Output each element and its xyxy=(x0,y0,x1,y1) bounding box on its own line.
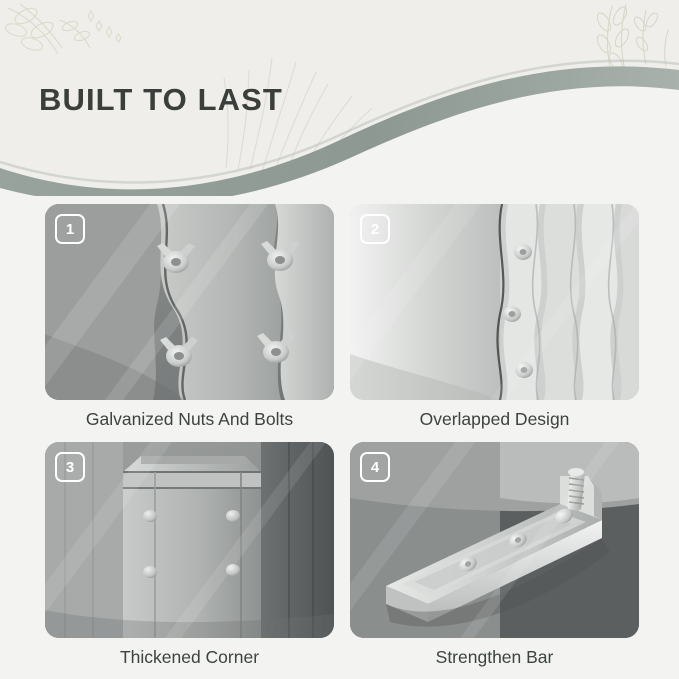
badge-number-2: 2 xyxy=(360,214,390,244)
feature-card-4[interactable] xyxy=(350,442,639,668)
page-title: BUILT TO LAST xyxy=(39,82,283,117)
badge-number-3: 3 xyxy=(55,452,85,482)
header-banner xyxy=(0,0,679,196)
feature-image-4 xyxy=(350,442,639,638)
feature-image-2 xyxy=(350,204,639,400)
feature-caption-2: Overlapped Design xyxy=(419,409,570,429)
feature-caption-4: Strengthen Bar xyxy=(435,647,554,667)
badge-number-1: 1 xyxy=(55,214,85,244)
badge-number-4: 4 xyxy=(360,452,390,482)
feature-card-2[interactable] xyxy=(350,204,639,430)
feature-card-1[interactable] xyxy=(45,204,334,430)
feature-caption-1: Galvanized Nuts And Bolts xyxy=(85,409,294,429)
feature-image-1 xyxy=(45,204,334,400)
feature-caption-3: Thickened Corner xyxy=(119,647,260,667)
feature-image-3 xyxy=(45,442,334,638)
feature-card-3[interactable] xyxy=(45,442,334,668)
feature-grid xyxy=(0,196,679,679)
